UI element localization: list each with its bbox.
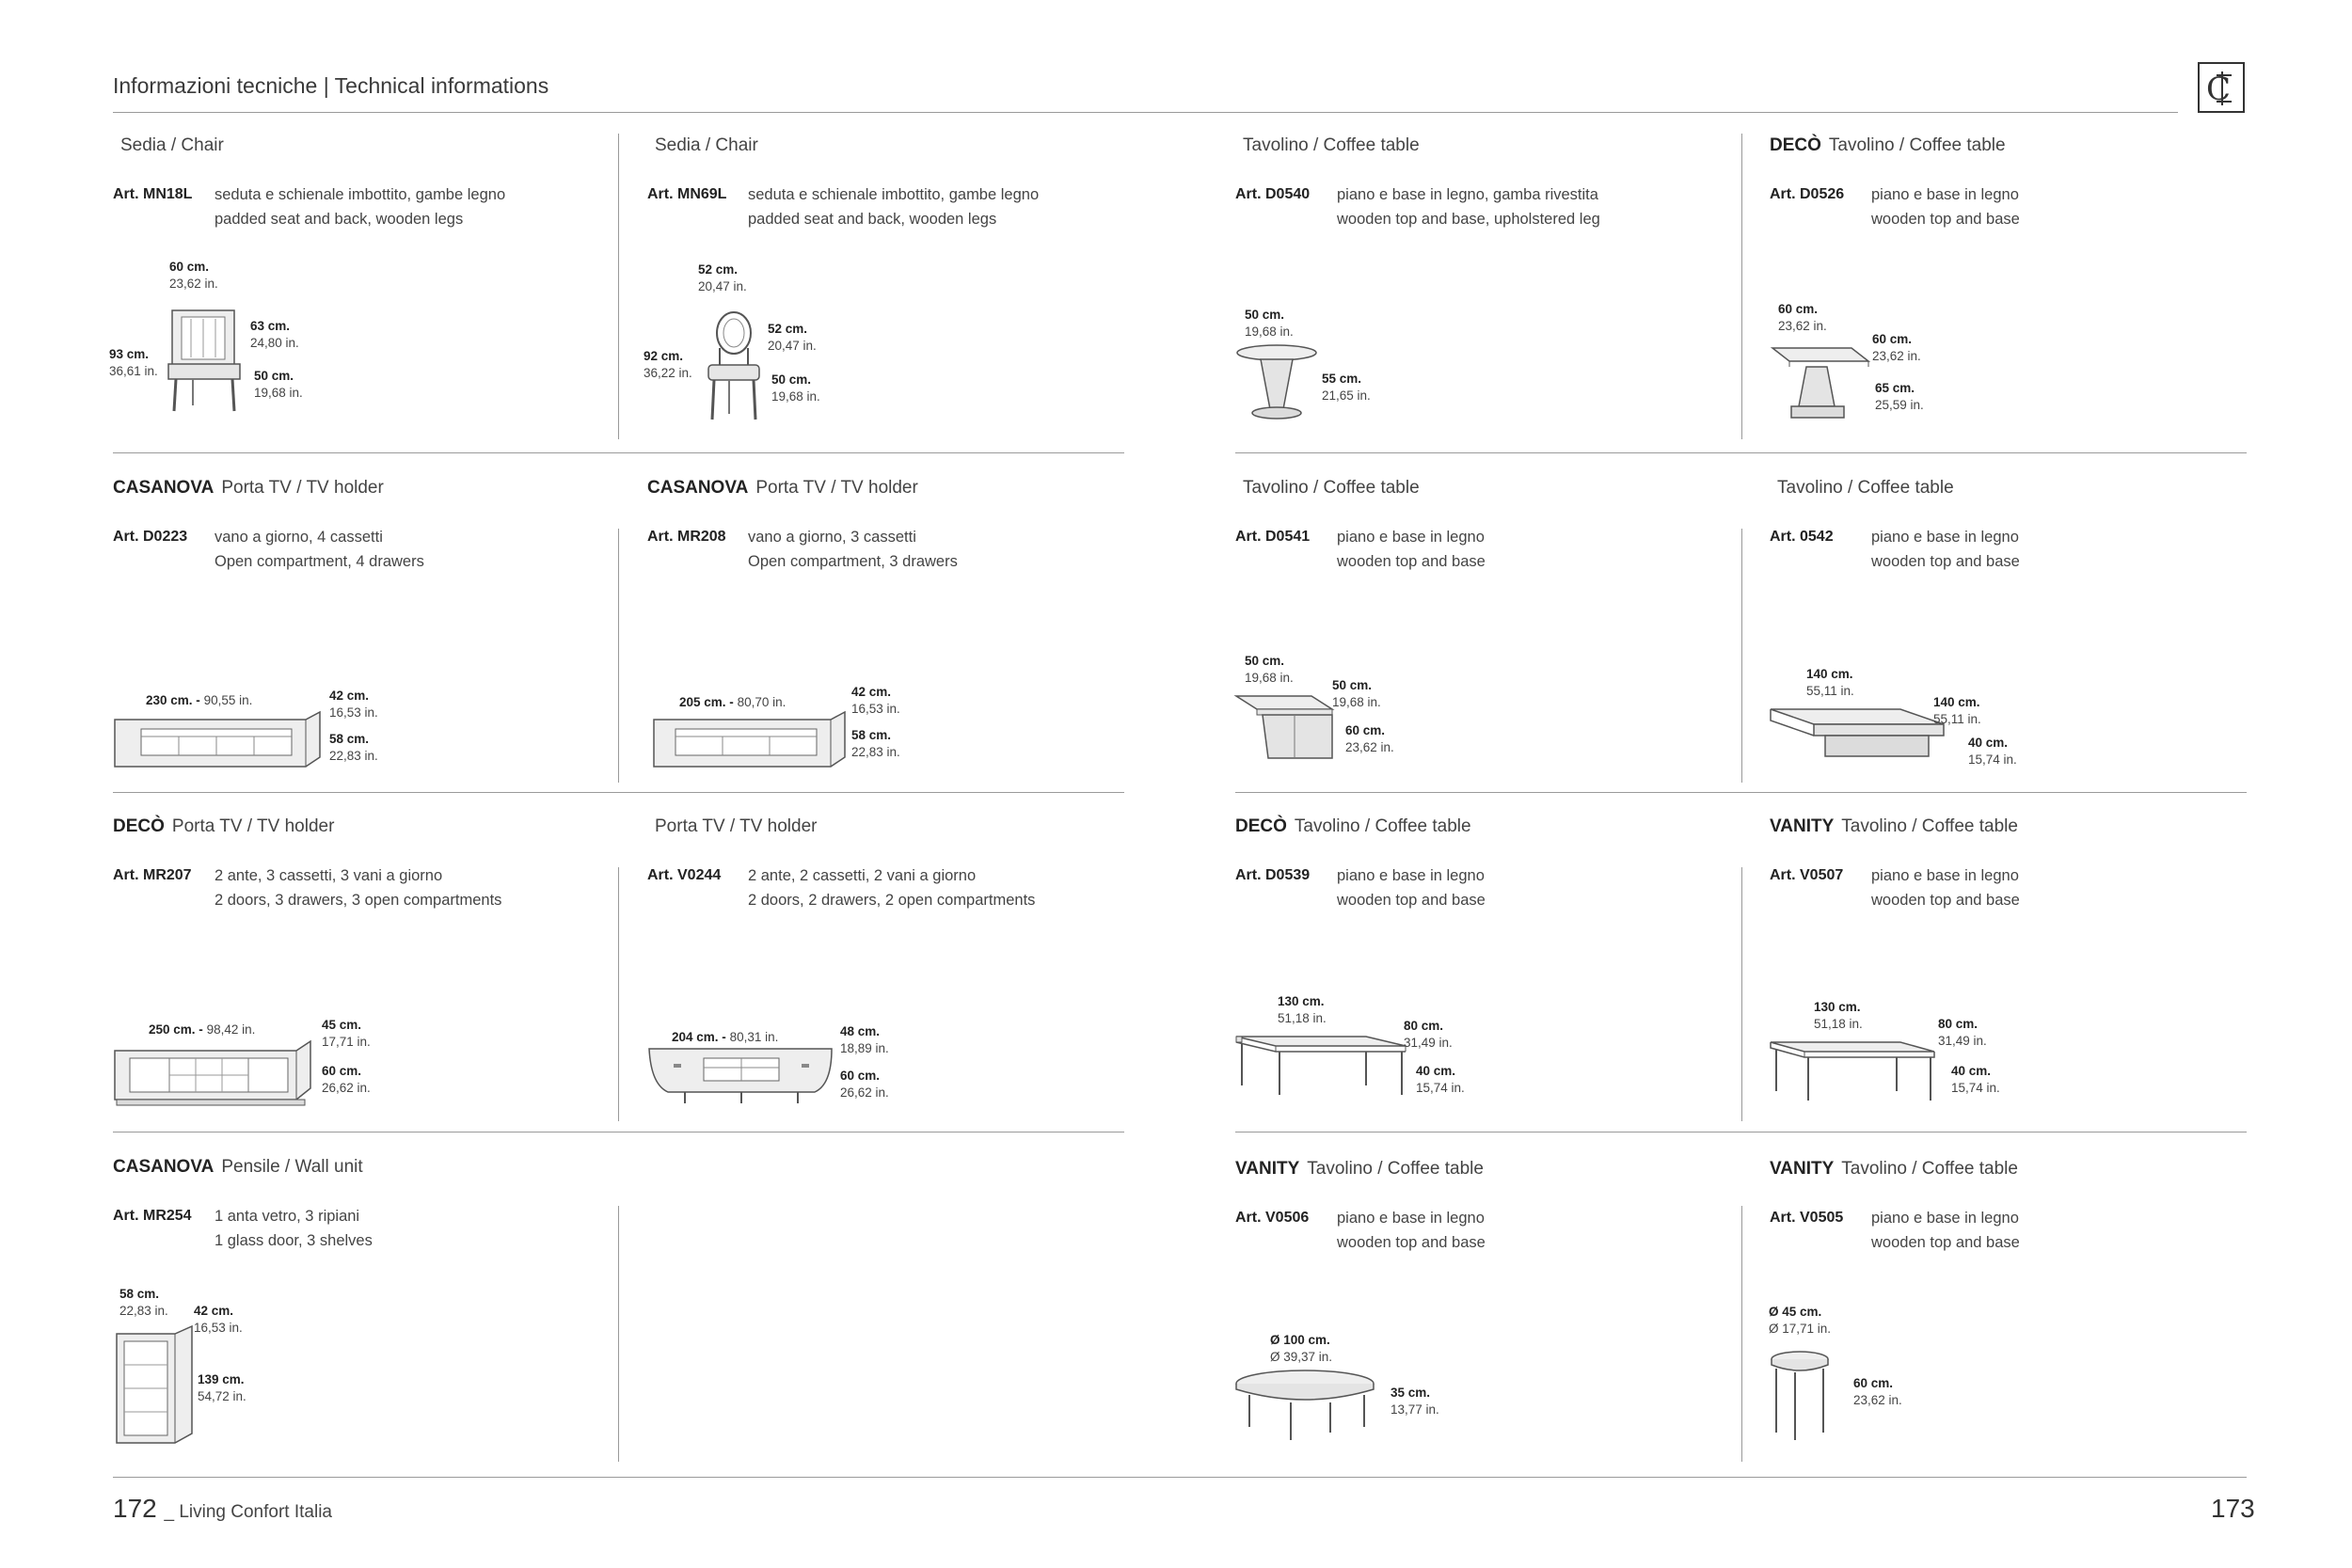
product-title: DECÒ Porta TV / TV holder <box>113 816 335 836</box>
product-title: DECÒ Tavolino / Coffee table <box>1770 135 2006 155</box>
coffee-table-drawing-icon <box>1234 694 1338 765</box>
dimension-depth: 80 cm. 31,49 in. <box>1938 1017 1987 1048</box>
dimension-height: 60 cm. 23,62 in. <box>1853 1376 1902 1407</box>
tv-holder-drawing-icon <box>647 1047 835 1108</box>
column-divider-3 <box>1741 134 1742 439</box>
product-description: 1 anta vetro, 3 ripiani 1 glass door, 3 shelves <box>215 1208 373 1249</box>
column-divider-3 <box>1741 529 1742 783</box>
tv-holder-drawing-icon <box>113 710 325 776</box>
dimension-height: 58 cm. 22,83 in. <box>329 732 378 763</box>
product-title: Tavolino / Coffee table <box>1243 478 1420 498</box>
side-table-drawing-icon <box>1767 1350 1833 1444</box>
dimension-height: 60 cm. 26,62 in. <box>840 1069 889 1100</box>
dimension-depth: 140 cm. 55,11 in. <box>1933 695 1981 726</box>
article-code: Art. D0223 <box>113 529 188 545</box>
coffee-table-drawing-icon <box>1769 1038 1938 1104</box>
product-title: Porta TV / TV holder <box>655 816 818 836</box>
dimension-height: 40 cm. 15,74 in. <box>1951 1064 2000 1095</box>
product-title: VANITY Tavolino / Coffee table <box>1235 1159 1484 1179</box>
dimension-height: 40 cm. 15,74 in. <box>1968 736 2017 767</box>
dimension-diameter: Ø 100 cm. Ø 39,37 in. <box>1270 1333 1333 1364</box>
coffee-table-drawing-icon <box>1232 343 1322 423</box>
dimension-depth: 42 cm. 16,53 in. <box>851 685 900 716</box>
footer-brand: _ Living Confort Italia <box>164 1502 332 1522</box>
dimension-diameter: Ø 45 cm. Ø 17,71 in. <box>1769 1305 1832 1336</box>
column-divider-1 <box>618 1206 619 1462</box>
dimension-depth: 42 cm. 16,53 in. <box>194 1304 243 1335</box>
dimension-height: 60 cm. 23,62 in. <box>1345 723 1394 754</box>
dimension-depth: 45 cm. 17,71 in. <box>322 1018 371 1049</box>
article-code: Art. 0542 <box>1770 529 1834 545</box>
product-description: 2 ante, 3 cassetti, 3 vani a giorno 2 doors, 3 drawers, 3 open compartments <box>215 867 502 909</box>
dimension-diameter: 50 cm. 19,68 in. <box>1245 308 1294 339</box>
column-divider-3 <box>1741 867 1742 1121</box>
dimension-depth: 42 cm. 16,53 in. <box>329 689 378 720</box>
column-divider-1 <box>618 134 619 439</box>
product-title: CASANOVA Porta TV / TV holder <box>113 478 384 498</box>
coffee-table-drawing-icon <box>1234 1033 1408 1099</box>
dimension-width: 52 cm. 20,47 in. <box>698 262 747 293</box>
article-code: Art. V0244 <box>647 867 722 883</box>
product-description: piano e base in legno wooden top and base <box>1871 186 2020 228</box>
dimension-depth: 80 cm. 31,49 in. <box>1404 1019 1453 1050</box>
page-number-left: 172 <box>113 1494 157 1523</box>
dimension-depth: 63 cm. 24,80 in. <box>250 319 299 350</box>
dimension-width: 230 cm. - 90,55 in. <box>146 693 253 707</box>
product-description: piano e base in legno wooden top and base <box>1337 1210 1486 1251</box>
product-description: 2 ante, 2 cassetti, 2 vani a giorno 2 doors, 2 drawers, 2 open compartments <box>748 867 1036 909</box>
row-divider-1 <box>113 452 1124 453</box>
dimension-height: 60 cm. 26,62 in. <box>322 1064 371 1095</box>
product-description: piano e base in legno, gamba rivestita wooden top and base, upholstered leg <box>1337 186 1600 228</box>
product-description: piano e base in legno wooden top and base <box>1337 529 1486 570</box>
chair-drawing-icon <box>165 306 249 414</box>
tv-holder-drawing-icon <box>113 1037 315 1108</box>
brand-logo-icon <box>2198 62 2245 113</box>
product-description: vano a giorno, 4 cassetti Open compartment, 4 drawers <box>215 529 424 570</box>
article-code: Art. MR254 <box>113 1208 192 1224</box>
svg-text:C: C <box>2206 71 2232 108</box>
product-description: vano a giorno, 3 cassetti Open compartment, 3 drawers <box>748 529 958 570</box>
column-divider-1 <box>618 529 619 783</box>
wall-unit-drawing-icon <box>113 1324 198 1447</box>
article-code: Art. D0539 <box>1235 867 1311 883</box>
chair-drawing-icon <box>701 310 767 421</box>
product-title: Sedia / Chair <box>655 135 758 155</box>
dimension-height: 65 cm. 25,59 in. <box>1875 381 1924 412</box>
row-divider-2 <box>113 792 1124 793</box>
product-title: VANITY Tavolino / Coffee table <box>1770 1159 2018 1179</box>
product-description: piano e base in legno wooden top and base <box>1871 529 2020 570</box>
article-code: Art. MN18L <box>113 186 193 202</box>
dimension-depth: 48 cm. 18,89 in. <box>840 1024 889 1055</box>
dimension-seat-height: 50 cm. 19,68 in. <box>771 372 820 404</box>
footer-left <box>113 1494 332 1524</box>
dimension-width: 250 cm. - 98,42 in. <box>149 1022 256 1037</box>
product-title: CASANOVA Pensile / Wall unit <box>113 1157 363 1177</box>
dimension-height: 139 cm. 54,72 in. <box>198 1372 246 1403</box>
dimension-height: 58 cm. 22,83 in. <box>851 728 900 759</box>
row-divider-1-right <box>1235 452 2247 453</box>
coffee-table-drawing-icon <box>1769 704 1947 762</box>
tv-holder-drawing-icon <box>652 710 850 776</box>
product-description: seduta e schienale imbottito, gambe legno padded seat and back, wooden legs <box>748 186 1040 228</box>
product-title: DECÒ Tavolino / Coffee table <box>1235 816 1471 836</box>
column-divider-1 <box>618 867 619 1121</box>
article-code: Art. D0540 <box>1235 186 1311 202</box>
product-description: piano e base in legno wooden top and base <box>1337 867 1486 909</box>
article-code: Art. MN69L <box>647 186 727 202</box>
dimension-height: 40 cm. 15,74 in. <box>1416 1064 1465 1095</box>
dimension-seat-height: 50 cm. 19,68 in. <box>254 369 303 400</box>
dimension-height: 35 cm. 13,77 in. <box>1391 1386 1439 1417</box>
dimension-width: 58 cm. 22,83 in. <box>119 1287 168 1318</box>
product-title: VANITY Tavolino / Coffee table <box>1770 816 2018 836</box>
product-description: piano e base in legno wooden top and base <box>1871 867 2020 909</box>
dimension-height: 93 cm. 36,61 in. <box>109 347 158 378</box>
article-code: Art. MR207 <box>113 867 192 883</box>
dimension-width: 130 cm. 51,18 in. <box>1814 1000 1863 1031</box>
article-code: Art. V0505 <box>1770 1210 1844 1226</box>
page-title: Informazioni tecniche | Technical informations <box>113 73 549 98</box>
dimension-width: 50 cm. 19,68 in. <box>1245 654 1294 685</box>
product-title: Sedia / Chair <box>120 135 224 155</box>
column-divider-3 <box>1741 1206 1742 1462</box>
article-code: Art. D0541 <box>1235 529 1311 545</box>
page-number-right: 173 <box>2211 1494 2255 1523</box>
dimension-width: 60 cm. 23,62 in. <box>1778 302 1827 333</box>
round-coffee-table-drawing-icon <box>1232 1369 1378 1444</box>
article-code: Art. V0506 <box>1235 1210 1310 1226</box>
product-title: Tavolino / Coffee table <box>1243 135 1420 155</box>
product-description: piano e base in legno wooden top and base <box>1871 1210 2020 1251</box>
coffee-table-drawing-icon <box>1769 346 1872 426</box>
dimension-width: 60 cm. 23,62 in. <box>169 260 218 291</box>
dimension-width: 130 cm. 51,18 in. <box>1278 994 1327 1025</box>
article-code: Art. D0526 <box>1770 186 1845 202</box>
product-title: Tavolino / Coffee table <box>1777 478 1954 498</box>
dimension-width: 205 cm. - 80,70 in. <box>679 695 787 709</box>
dimension-depth: 60 cm. 23,62 in. <box>1872 332 1921 363</box>
dimension-height: 92 cm. 36,22 in. <box>644 349 692 380</box>
article-code: Art. MR208 <box>647 529 726 545</box>
product-title: CASANOVA Porta TV / TV holder <box>647 478 918 498</box>
dimension-depth: 52 cm. 20,47 in. <box>768 322 817 353</box>
header-divider <box>113 112 2178 113</box>
product-description: seduta e schienale imbottito, gambe legno padded seat and back, wooden legs <box>215 186 506 228</box>
dimension-height: 55 cm. 21,65 in. <box>1322 372 1371 403</box>
dimension-depth: 50 cm. 19,68 in. <box>1332 678 1381 709</box>
footer-divider <box>113 1477 2247 1478</box>
dimension-width: 140 cm. 55,11 in. <box>1806 667 1854 698</box>
article-code: Art. V0507 <box>1770 867 1844 883</box>
dimension-width: 204 cm. - 80,31 in. <box>672 1030 779 1044</box>
row-divider-2-right <box>1235 792 2247 793</box>
